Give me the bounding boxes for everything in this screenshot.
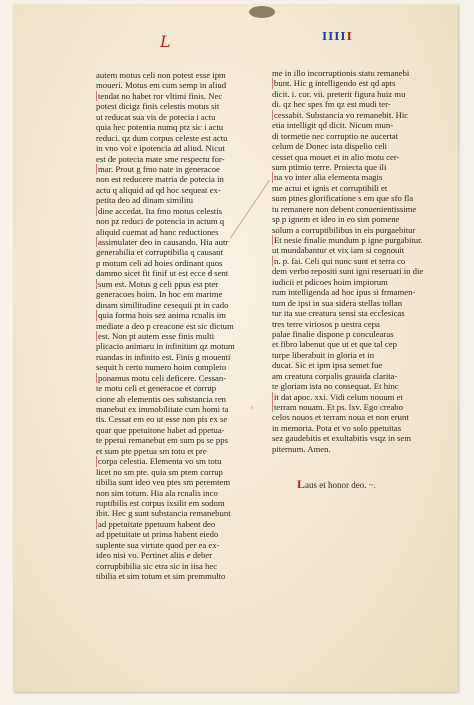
text-line: moueri. Motus em cum semp in aliud [96,80,227,91]
text-line: me actui et ignis et corruptibili et [272,182,388,193]
text-line: quia hec potentia numq ptz sic i actu [96,122,224,133]
text-line: tur ita sue creatura sensi sta ecclesicas [272,308,405,319]
text-line: n. p. fai. Celi qui nunc sunt et terra co [272,256,442,266]
text-line: celum de Donec ista dispelio celi [272,141,388,152]
text-line: tibilia sunt ideo veu ptes sm peremtem [96,477,231,488]
text-line: licet no sm pte. quia sm ptem corrup [96,466,223,477]
text-line: non sim totum. Hia ala rcnalis inco [96,487,218,498]
text-line: te gloriam ista no consequat. Et hinc [272,381,399,392]
text-line: ruptibilis est corpus ixsilit em sodom [96,497,225,508]
text-line: ut reducat sua vis de potecia i actu [96,111,216,122]
text-line: generacoes hoim. In hoc em marime [96,289,223,300]
text-line: ruandas in infinito est. Finis g mouenti [96,351,231,362]
text-line: iudicii et pdicoes hoim impiorum [272,276,388,287]
text-line: tis. Cessat em eo ut esse non pis ex se [96,414,228,425]
text-line: terram nouam. Et ps. lxv. Ego creabo [272,402,442,412]
text-line: mediate a deo p creacone est sic dictum [96,320,234,331]
text-line: turpe liberabuit in gloria et in [272,349,375,360]
text-line: reduci. qz dum corpus celeste est actu [96,132,228,143]
text-line: sez gaudebitis et exultabitis vsqz in sem [272,433,411,444]
text-line: corrupbibilia sic etra sic in iisa hec [96,560,218,571]
text-line: tibilia et sim totum et sim premmulto [96,571,226,581]
closing-initial: L [297,477,306,491]
text-line: plicacio animaru in infinitum qz motum [96,341,235,352]
text-line: ad ppetuitate ppetuum habent deo [96,519,266,529]
text-line: generabilia et corruptibilia q causant [96,247,223,258]
text-line: tendat no habet ror vltimi finis. Nec [96,91,266,101]
folio-blue: IIII [322,30,347,43]
text-line: piternum. Amen. [272,443,331,454]
text-line: solum a corruptibilibus in eis purgaebitur [272,224,416,235]
text-line: cesset qua mouet et in alio motu cer- [272,151,400,162]
text-line: manebut ex immobilitate cum homi ta [96,404,229,414]
text-line: petita deo ad dinam similitu [96,195,193,206]
closing-line [297,477,376,492]
folio-number [322,30,353,43]
left-text-column [96,70,266,581]
text-line: est. Non pt autem esse finis multi [96,331,266,341]
text-line: non pz reduci de potencia in actum q [96,216,225,227]
text-line: in vno voi e ipotencia ad aliud. Nicut [96,143,225,154]
text-line: p motum celi ad hoies ordinant quos [96,257,223,268]
heading-mark: L [160,32,171,51]
text-line: ut mundabantur et vix iam si cognouit [272,245,405,256]
text-line: ibit. Hec g sunt substancia remanebunt [96,508,231,519]
text-line: non est reducere matria de potecia in [96,174,224,185]
text-line: dinam similitudine cesequii pt in cado [96,299,229,310]
text-line: tu remanere non debent conuenientissime [272,203,417,214]
text-line: quia forma hois sez anima rcnalis im [96,310,266,320]
text-line: autem motus celi non potest esse ipm [96,70,226,80]
text-line: quar que ppetuitone habet ad ppetua- [96,424,225,435]
text-line: ideo nisi vo. Pertinet aliis e deber [96,550,213,561]
text-line: it dat apoc. xxi. Vidi celum nouum et [272,392,442,402]
text-line: sp p ignem et ideo in eo sim pomene [272,214,400,225]
text-line: te ppetui remanebut em sum ps se pps [96,435,228,446]
text-line: cione ab elementis oes substancia ren [96,393,227,404]
text-line: ponamus motu celi deficere. Cessan- [96,373,266,383]
top-stain [249,6,275,18]
text-line: cessabit. Substancia vo remanebit. Hic [272,110,442,120]
text-line: ducat. Sic et ipm ipsa semet fue [272,360,383,371]
text-line: Et nesie finalie mundum p igne purgabitur. [272,235,442,245]
closing-flourish-red: ~ [368,480,374,490]
closing-flourish-blue: . [373,480,376,490]
text-line: rum intelligenda ad hoc ipus si frmamen- [272,287,416,298]
text-line: am creatura corpalis grauida clarita- [272,370,398,381]
text-line: est de potecia mate sme respectu for- [96,153,225,164]
text-line: tres terre viriosos p uestra cepa [272,318,380,329]
folio-red: I [346,30,353,43]
text-line: dammo sicet fit finif ut est ecce d sent [96,268,229,279]
text-line: tum de ipsi in sua sidera stellas tollan [272,297,403,308]
text-line: dem verbo repositi sunt igni reseruati in die [272,266,424,277]
text-line: dine accedat. Ita fmo motus celestis [96,206,266,216]
text-line: sum est. Motus g celi ppus est pter [96,279,266,289]
text-line: palae finalie dispone p conculearas [272,328,394,339]
text-line: corpa celestia. Elementa vo sm totu [96,456,266,466]
text-line: celos nouos et terram noua et non erunt [272,412,409,423]
text-line: sum ptimio terre. Proiecta que ili [272,161,387,172]
text-line: te motu celi et generacoe et corrup [96,383,217,394]
text-line: aliquid cuemat ad hanc reductiones [96,226,219,237]
text-line: etia intelligit qd dicit. Nicum mun- [272,120,394,131]
text-line: sequit h certo numero hoim completo [96,362,227,373]
text-line: potest dicigz finis celestis motus sit [96,101,220,112]
text-line: mar. Prout g fmo nate in generacoe [96,164,266,174]
text-line: assimulater deo in causando. Hia autr [96,237,266,247]
right-text-column [272,68,442,454]
closing-text: aus et honor deo. [305,480,367,490]
text-line: di. qz hec spes fm qz est mudi ter- [272,99,391,110]
text-line: actu q aliquid ad qd hoc sequeat ex- [96,184,221,195]
text-line: na vo inter alia elementa magis [272,172,442,182]
text-line: et sum pte ppetua sm totu et pre [96,445,207,456]
text-line: me in illo incorruptionis statu remanebi [272,68,410,78]
text-line: di tormetie nec corruptio ne aucertat [272,130,399,141]
text-line: in memoria. Pota et vo solo ppetuitas [272,422,402,433]
text-line: ad ppetuitate ut prima habent eiedo [96,529,219,540]
text-line: suplente sua virtute quod per ea ex- [96,539,220,550]
text-line: sum ptnes glorificatione s em que sfo fla [272,193,414,204]
text-line: dicit. i. cor. vii. preterit figura huiz mu [272,88,406,99]
text-line: bunt. Hic g intelligendo est qd apts [272,78,442,88]
text-line: et fibro labenut que ut et que tal cep [272,339,397,350]
